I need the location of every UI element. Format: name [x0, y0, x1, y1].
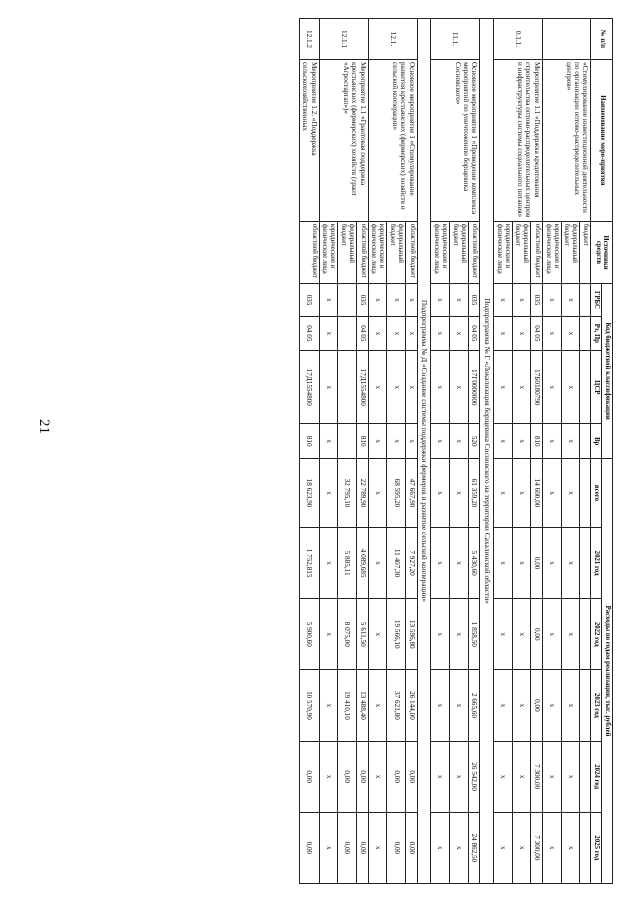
funding-source: юридические и физические лица	[493, 221, 512, 284]
activity-name: Мероприятие 1.1 «Грантовая поддержка крестьянских (фермерских) хозяйств (грант «Агростартап»)»	[319, 59, 368, 221]
cell-value: 17Г0000000	[468, 351, 479, 424]
cell-value: 18 623,90	[299, 459, 319, 528]
cell-value: x	[319, 459, 338, 528]
activity-name: Мероприятие 1.2. «Поддержка сельскохозяйственных	[299, 59, 319, 221]
cell-value: x	[431, 812, 450, 883]
cell-value: x	[431, 316, 450, 351]
cell-value	[580, 351, 591, 424]
cell-value: x	[368, 284, 387, 316]
cell-value: 035	[531, 284, 542, 316]
cell-value: 035	[299, 284, 319, 316]
funding-source: областной бюджет	[406, 221, 417, 284]
activity-name: Мероприятие 1.1 «Поддержка кредитования строительства оптово-распределительных центров и инфраструктуры системы социального питания»	[493, 59, 542, 221]
cell-value: x	[512, 424, 531, 459]
cell-value: x	[493, 284, 512, 316]
row-number: 11.1.	[431, 19, 480, 60]
cell-value: x	[561, 316, 580, 351]
cell-value: x	[493, 316, 512, 351]
cell-value: x	[542, 424, 561, 459]
cell-value: 0,00	[299, 741, 319, 812]
cell-value: 0,00	[299, 812, 319, 883]
cell-value: 0,00	[387, 741, 406, 812]
cell-value: x	[431, 741, 450, 812]
cell-value: x	[542, 528, 561, 599]
header-year: 2021 год	[591, 528, 602, 599]
cell-value: x	[561, 424, 580, 459]
funding-source: юридические и физические лица	[319, 221, 338, 284]
cell-value: x	[561, 741, 580, 812]
page-number: 21	[36, 419, 52, 434]
cell-value	[338, 351, 357, 424]
cell-value: x	[542, 670, 561, 741]
cell-value: x	[542, 599, 561, 670]
cell-value	[580, 599, 591, 670]
funding-source: федеральный бюджет	[512, 221, 531, 284]
cell-value	[338, 424, 357, 459]
cell-value: x	[561, 599, 580, 670]
cell-value: x	[368, 351, 387, 424]
cell-value: 14 600,00	[531, 459, 542, 528]
funding-source: федеральный бюджет	[449, 221, 468, 284]
header-name: Наименование меро-приятия	[591, 59, 613, 221]
cell-value: 47 667,90	[406, 459, 417, 528]
header-budget-code: Код бюджетной классификации	[602, 284, 613, 459]
cell-value	[580, 528, 591, 599]
subprogram-d-title: Подпрограмма № Д «Создание системы поддержки фермеров и развитие сельской кооперации»	[417, 19, 431, 884]
cell-value: x	[431, 670, 450, 741]
cell-value: 0,00	[531, 528, 542, 599]
cell-value: 4 089,685	[357, 528, 368, 599]
cell-value: x	[542, 812, 561, 883]
table-row	[357, 19, 368, 884]
cell-value: x	[319, 670, 338, 741]
cell-value	[580, 316, 591, 351]
cell-value: 19 566,10	[387, 599, 406, 670]
cell-value: x	[387, 284, 406, 316]
subprogram-g-section	[480, 19, 494, 884]
cell-value: x	[319, 741, 338, 812]
cell-value: x	[431, 424, 450, 459]
header-csr: ЦСР	[591, 351, 602, 424]
cell-value: x	[449, 812, 468, 883]
cell-value: 17Д1554800	[299, 351, 319, 424]
header-year: 2023 год	[591, 670, 602, 741]
cell-value: x	[431, 459, 450, 528]
cell-value	[580, 741, 591, 812]
cell-value: 24 862,50	[468, 812, 479, 883]
cell-value: 37 621,80	[387, 670, 406, 741]
header-source: Источники средств	[591, 221, 613, 284]
cell-value: x	[542, 284, 561, 316]
cell-value: x	[512, 812, 531, 883]
cell-value: x	[319, 316, 338, 351]
cell-value: x	[542, 316, 561, 351]
cell-value: 17Б0180790	[531, 351, 542, 424]
cell-value: 810	[299, 424, 319, 459]
cell-value: x	[561, 528, 580, 599]
cell-value: x	[561, 351, 580, 424]
cell-value	[580, 424, 591, 459]
cell-value: 5 430,60	[468, 528, 479, 599]
cell-value: 0,00	[357, 812, 368, 883]
cell-value: 04 05	[468, 316, 479, 351]
budget-table	[299, 18, 613, 884]
row-number: 0.1.1.	[493, 19, 542, 60]
cell-value: x	[449, 351, 468, 424]
table-row	[299, 19, 319, 884]
cell-value	[580, 284, 591, 316]
cell-value: 5 885,11	[338, 528, 357, 599]
cell-value: x	[449, 528, 468, 599]
cell-value: x	[319, 424, 338, 459]
cell-value: 2 665,60	[468, 670, 479, 741]
cell-value: x	[368, 741, 387, 812]
cell-value: 26 144,00	[406, 670, 417, 741]
cell-value	[580, 459, 591, 528]
table-row	[406, 19, 417, 884]
header-expenses: Расходы по годам реализации, тыс. рублей	[602, 459, 613, 884]
header-year: 2022 год	[591, 599, 602, 670]
cell-value: x	[449, 424, 468, 459]
cell-value: 0,00	[338, 741, 357, 812]
cell-value: 32 795,10	[338, 459, 357, 528]
cell-value	[338, 316, 357, 351]
cell-value: x	[493, 741, 512, 812]
header-total: всего	[591, 459, 602, 528]
cell-value: 8 075,00	[338, 599, 357, 670]
cell-value: x	[561, 459, 580, 528]
cell-value: x	[368, 316, 387, 351]
cell-value: 22 789,90	[357, 459, 368, 528]
cell-value: x	[493, 812, 512, 883]
cell-value: x	[561, 284, 580, 316]
cell-value: 810	[531, 424, 542, 459]
cell-value: x	[561, 670, 580, 741]
cell-value: x	[512, 459, 531, 528]
row-number	[542, 19, 591, 60]
activity-name: Основное мероприятие 1 «Стимулирование развития крестьянских (фермерских) хозяйств и сельской кооперации»	[368, 59, 417, 221]
cell-value: x	[368, 528, 387, 599]
header-num: № п/п	[591, 19, 613, 60]
funding-source: юридические и физические лица	[368, 221, 387, 284]
funding-source: юридические и физические лица	[542, 221, 561, 284]
cell-value: x	[319, 599, 338, 670]
cell-value: 0,00	[338, 812, 357, 883]
cell-value: x	[449, 741, 468, 812]
funding-source: юридические и физические лица	[431, 221, 450, 284]
cell-value: x	[387, 351, 406, 424]
cell-value	[580, 812, 591, 883]
header-rzpr: Рз, Пр	[591, 316, 602, 351]
cell-value: 13 488,40	[357, 670, 368, 741]
cell-value: 810	[357, 424, 368, 459]
cell-value: 61 359,20	[468, 459, 479, 528]
cell-value: 520	[468, 424, 479, 459]
cell-value: x	[512, 670, 531, 741]
cell-value: 7 300,00	[531, 741, 542, 812]
cell-value: 11 407,30	[387, 528, 406, 599]
cell-value: x	[431, 284, 450, 316]
cell-value: 13 596,80	[406, 599, 417, 670]
cell-value: x	[319, 528, 338, 599]
cell-value: x	[542, 741, 561, 812]
funding-source: областной бюджет	[357, 221, 368, 284]
subprogram-g-title: Подпрограмма № Г «Локализация борщевика Сосновского на территории Сахалинской области»	[480, 19, 494, 884]
funding-source: федеральный бюджет	[387, 221, 406, 284]
cell-value: x	[512, 599, 531, 670]
funding-source: областной бюджет	[531, 221, 542, 284]
table-body-top	[493, 19, 591, 884]
cell-value: x	[387, 424, 406, 459]
cell-value: x	[368, 424, 387, 459]
row-number: 12.1.1	[319, 19, 368, 60]
funding-source: областной бюджет	[468, 221, 479, 284]
cell-value: x	[493, 528, 512, 599]
table-body-g	[431, 19, 480, 884]
cell-value: x	[449, 599, 468, 670]
cell-value: x	[319, 351, 338, 424]
row-number: 12.1.	[368, 19, 417, 60]
cell-value: x	[449, 284, 468, 316]
cell-value: x	[512, 284, 531, 316]
table-row	[531, 19, 542, 884]
cell-value: x	[449, 670, 468, 741]
funding-source: федеральный бюджет	[561, 221, 580, 284]
funding-source: федеральный бюджет	[338, 221, 357, 284]
cell-value: x	[449, 459, 468, 528]
cell-value: x	[368, 599, 387, 670]
row-number: 12.1.2	[299, 19, 319, 60]
cell-value: 1 858,50	[468, 599, 479, 670]
cell-value: x	[431, 528, 450, 599]
cell-value: x	[542, 351, 561, 424]
cell-value: 035	[357, 284, 368, 316]
cell-value: x	[449, 316, 468, 351]
cell-value: x	[406, 424, 417, 459]
cell-value: 035	[468, 284, 479, 316]
header-grbs: ГРБС	[591, 284, 602, 316]
cell-value: 10 570,90	[299, 670, 319, 741]
cell-value: 04 05	[357, 316, 368, 351]
cell-value: 5 900,60	[299, 599, 319, 670]
table-row	[468, 19, 479, 884]
cell-value: 1 752,815	[299, 528, 319, 599]
cell-value: x	[512, 316, 531, 351]
cell-value: x	[512, 528, 531, 599]
cell-value: x	[368, 459, 387, 528]
cell-value: x	[431, 351, 450, 424]
header-year: 2024 год	[591, 741, 602, 812]
cell-value: x	[406, 316, 417, 351]
cell-value: 0,00	[406, 741, 417, 812]
cell-value: 0,00	[387, 812, 406, 883]
cell-value: 7 300,00	[531, 812, 542, 883]
cell-value: x	[493, 459, 512, 528]
cell-value: 68 595,20	[387, 459, 406, 528]
cell-value: 04 05	[299, 316, 319, 351]
funding-source: областной бюджет	[299, 221, 319, 284]
cell-value: 19 410,10	[338, 670, 357, 741]
cell-value: x	[406, 284, 417, 316]
cell-value: 0,00	[531, 599, 542, 670]
cell-value: 5 611,50	[357, 599, 368, 670]
cell-value: x	[512, 741, 531, 812]
cell-value: 0,00	[531, 670, 542, 741]
cell-value: 0,00	[357, 741, 368, 812]
cell-value: 26 542,00	[468, 741, 479, 812]
cell-value: x	[512, 351, 531, 424]
activity-name: «Стимулирование инвестиционной деятельности по организации оптово-распределительных центров»	[542, 59, 591, 221]
cell-value: x	[406, 351, 417, 424]
cell-value: x	[431, 599, 450, 670]
cell-value: x	[319, 284, 338, 316]
cell-value: x	[493, 351, 512, 424]
cell-value	[580, 670, 591, 741]
cell-value: x	[368, 670, 387, 741]
cell-value: x	[387, 316, 406, 351]
cell-value: x	[493, 599, 512, 670]
table-row	[580, 19, 591, 884]
cell-value	[338, 284, 357, 316]
cell-value: 0,00	[406, 812, 417, 883]
cell-value: x	[493, 670, 512, 741]
activity-name: Основное мероприятие 1 «Проведение комплекса мероприятий по уничтожению борщевика Сосновского»	[431, 59, 480, 221]
subprogram-d-section	[417, 19, 431, 884]
header-year: 2025 год	[591, 812, 602, 883]
cell-value: 7 927,20	[406, 528, 417, 599]
cell-value: x	[319, 812, 338, 883]
cell-value: x	[561, 812, 580, 883]
funding-source: бюджет	[580, 221, 591, 284]
cell-value: x	[493, 424, 512, 459]
table-body-d	[299, 19, 417, 884]
header-vr: Вр	[591, 424, 602, 459]
cell-value: 17Д1554800	[357, 351, 368, 424]
cell-value: x	[542, 459, 561, 528]
cell-value: x	[368, 812, 387, 883]
cell-value: 04 05	[531, 316, 542, 351]
